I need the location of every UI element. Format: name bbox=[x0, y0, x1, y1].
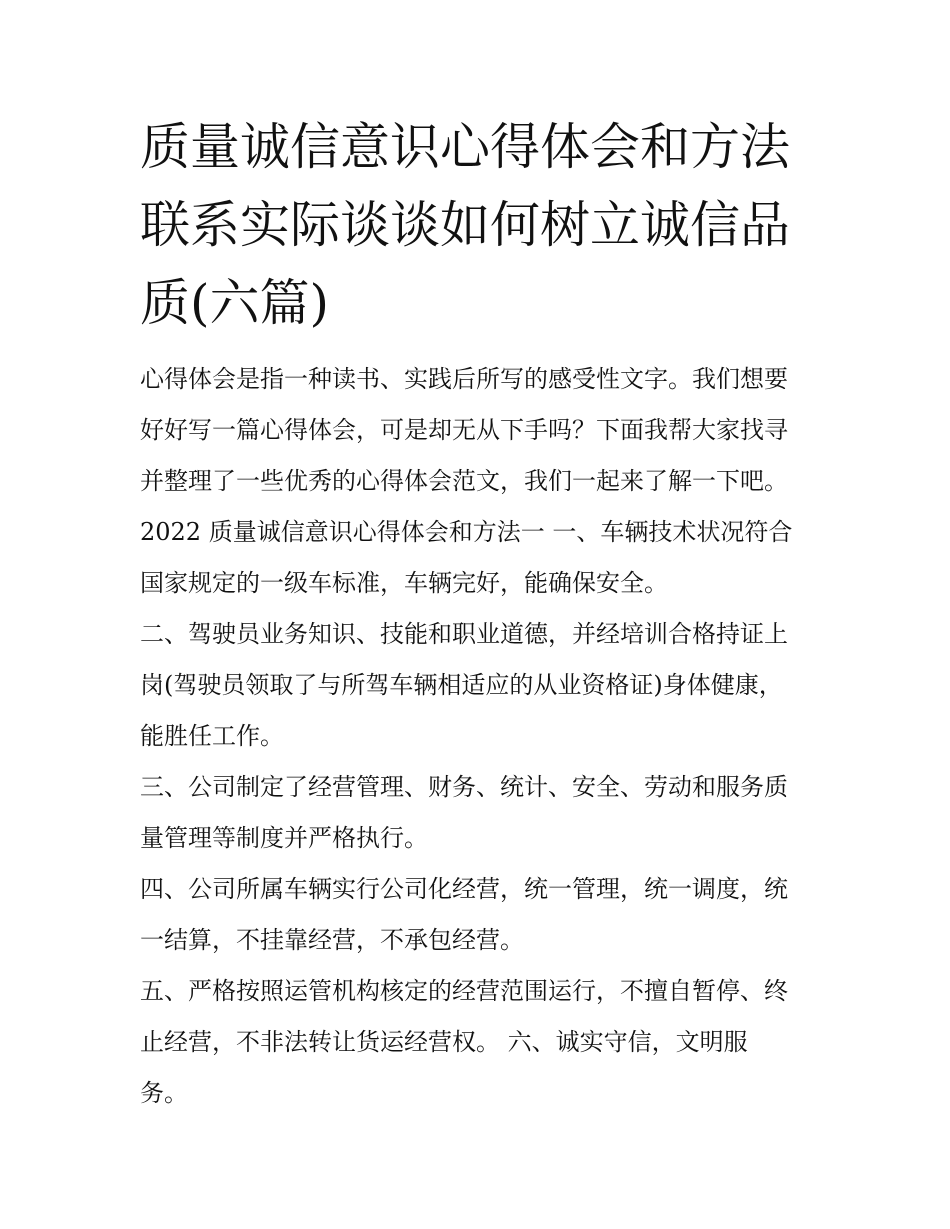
body-line: 心得体会是指一种读书、实践后所写的感受性文字。我们想要 bbox=[140, 365, 788, 393]
body-line: 能胜任工作。 bbox=[140, 722, 284, 750]
body-line: 三、公司制定了经营管理、财务、统计、安全、劳动和服务质 bbox=[140, 773, 788, 801]
body-line: 止经营，不非法转让货运经营权。 六、诚实守信，文明服 bbox=[140, 1028, 748, 1056]
body-line: 国家规定的一级车标准，车辆完好，能确保安全。 bbox=[140, 569, 668, 597]
body-line: 岗(驾驶员领取了与所驾车辆相适应的从业资格证)身体健康， bbox=[140, 671, 783, 699]
title-line: 联系实际谈谈如何树立诚信品 bbox=[140, 196, 790, 254]
body-line: 五、严格按照运管机构核定的经营范围运行，不擅自暂停、终 bbox=[140, 977, 788, 1005]
body-line: 好好写一篇心得体会，可是却无从下手吗？下面我帮大家找寻 bbox=[140, 416, 788, 444]
body-line: 2022 质量诚信意识心得体会和方法一 一、车辆技术状况符合 bbox=[140, 518, 793, 546]
body-line: 二、驾驶员业务知识、技能和职业道德，并经培训合格持证上 bbox=[140, 620, 788, 648]
body-line: 一结算，不挂靠经营，不承包经营。 bbox=[140, 926, 524, 954]
body-line: 务。 bbox=[140, 1079, 188, 1107]
body-line: 四、公司所属车辆实行公司化经营，统一管理，统一调度，统 bbox=[140, 875, 788, 903]
body-line: 并整理了一些优秀的心得体会范文，我们一起来了解一下吧。 bbox=[140, 467, 788, 495]
title-line: 质量诚信意识心得体会和方法 bbox=[140, 118, 790, 176]
document-title bbox=[140, 108, 820, 342]
body-line: 量管理等制度并严格执行。 bbox=[140, 824, 428, 852]
title-line: 质(六篇) bbox=[140, 274, 330, 332]
document-body bbox=[140, 354, 820, 1119]
